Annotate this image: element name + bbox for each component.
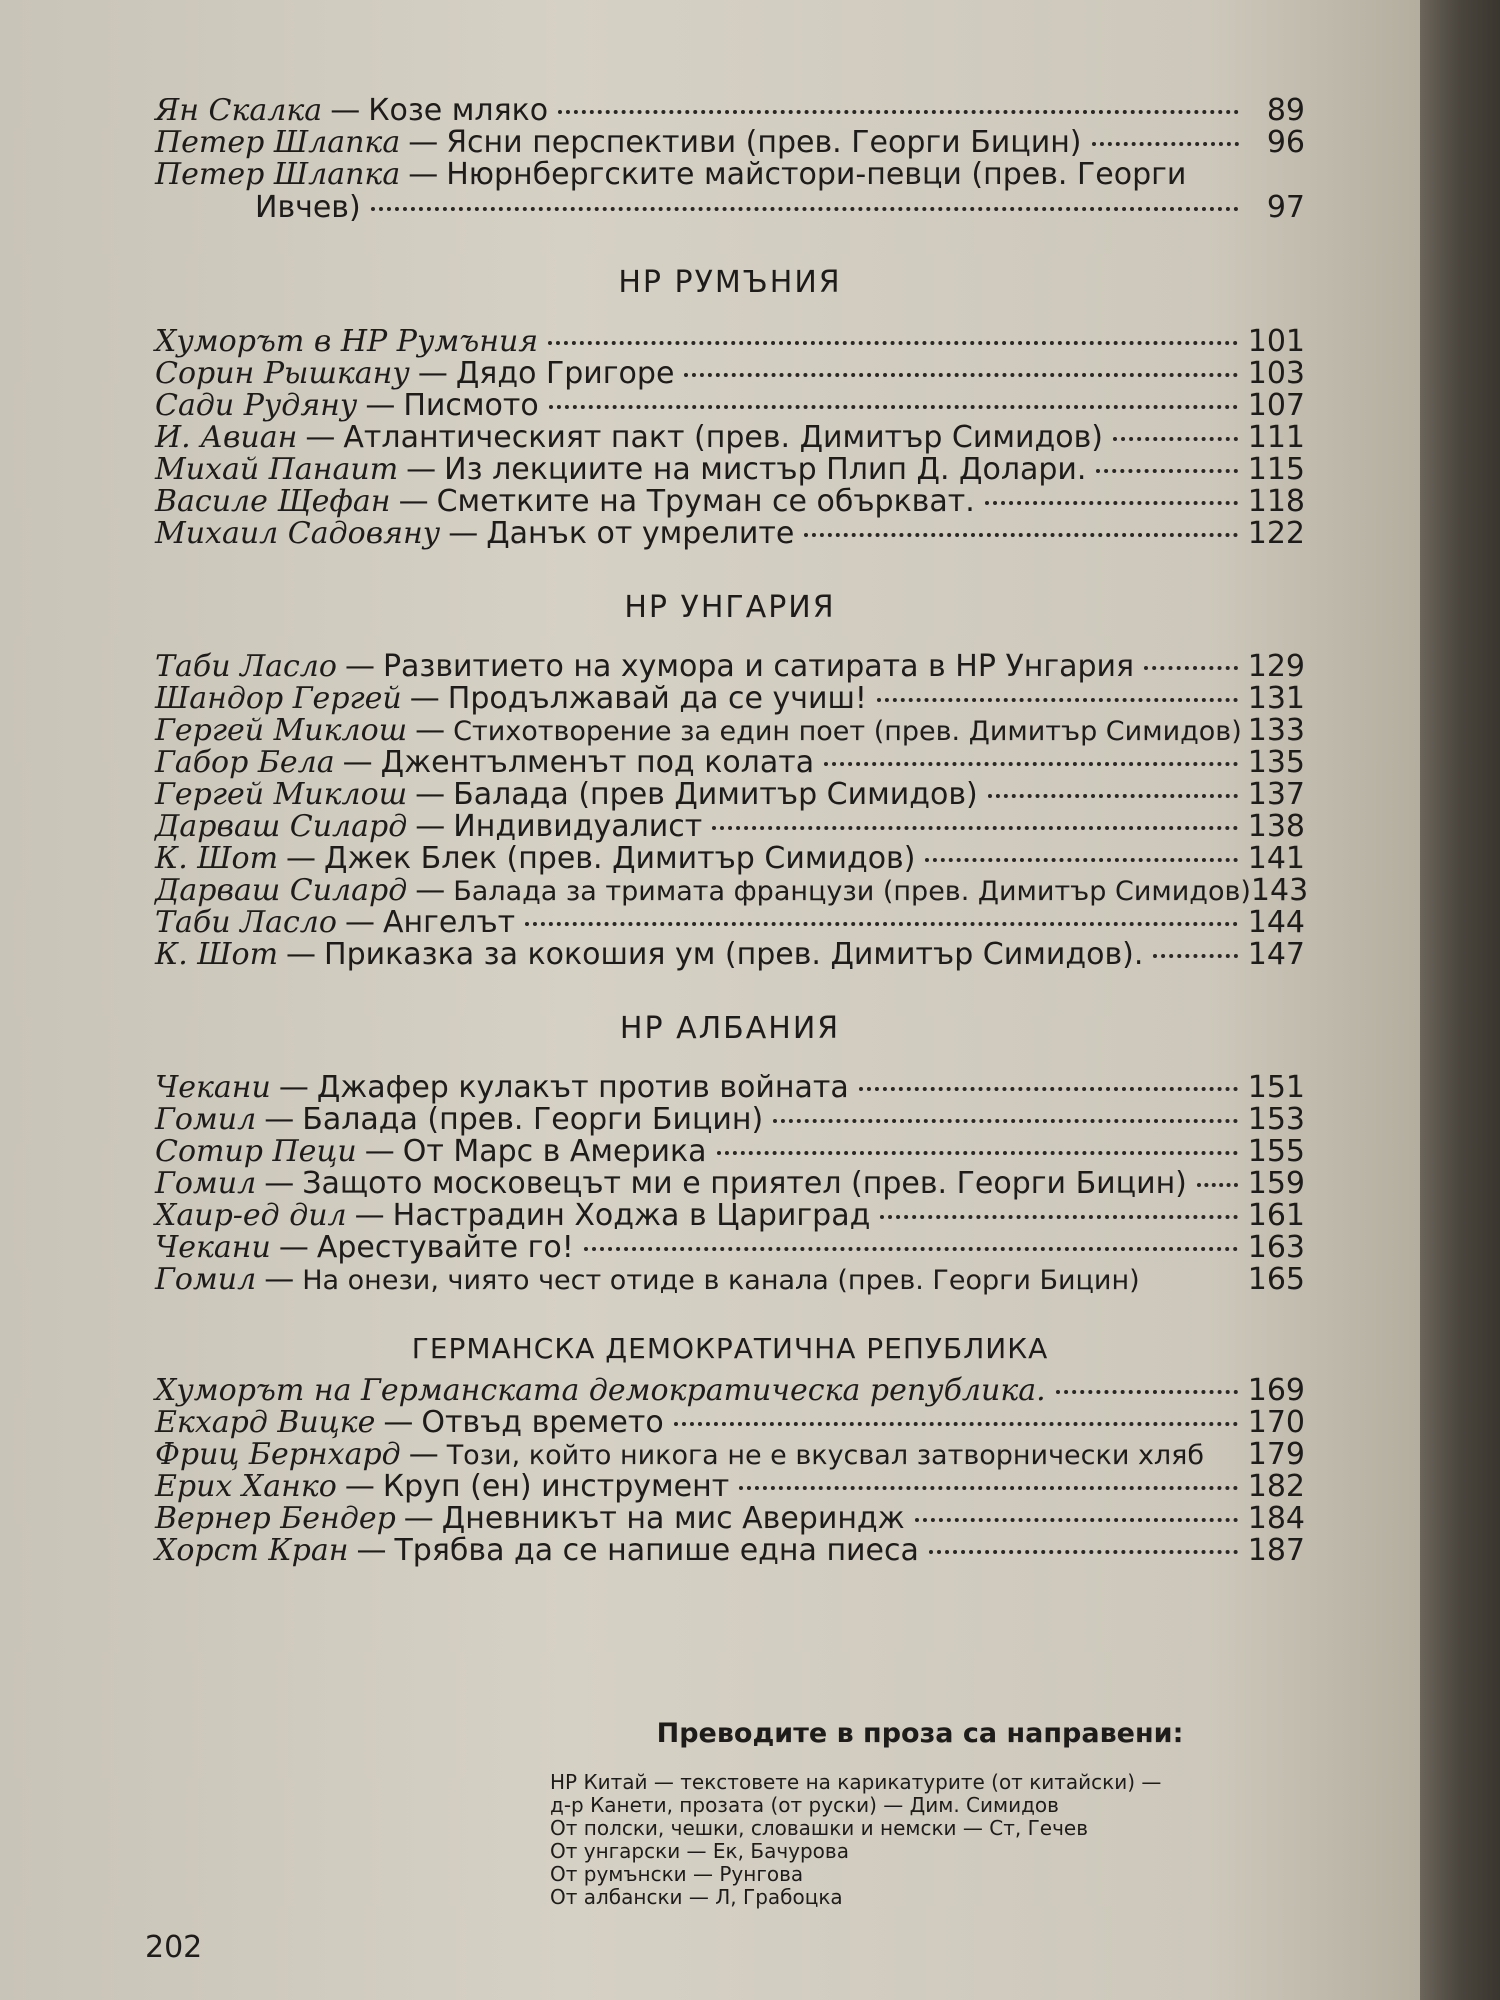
toc-section-czech [155, 95, 1305, 225]
section-heading-albania: НР АЛБАНИЯ [619, 1011, 841, 1046]
toc-entry [155, 1471, 1305, 1503]
toc-entry [155, 518, 1305, 550]
toc-entry [155, 159, 1305, 191]
toc-entry [155, 127, 1305, 159]
entry-author: Михаил Садовяну [155, 516, 441, 551]
toc-entry [155, 486, 1305, 518]
entry-title: На онези, чиято чест отиде в канала (прев. Георги Бицин) [302, 1265, 1140, 1296]
entry-author: Хуморът в НР Румъния [155, 324, 539, 359]
entry-dash: — [278, 1230, 309, 1265]
entry-page: 115 [1247, 452, 1305, 487]
entry-title: Приказка за кокошия ум (прев. Димитър Симидов). [324, 937, 1144, 972]
entry-title: От Марс в Америка [402, 1134, 707, 1169]
entry-author: Гомил [155, 1166, 257, 1201]
entry-page: 141 [1247, 841, 1305, 876]
entry-author: Фриц Бернхард [155, 1437, 401, 1472]
entry-page: 182 [1247, 1469, 1305, 1504]
entry-author: Хуморът на Германската демократическа република. [155, 1373, 1046, 1408]
entry-title: Балада (прев Димитър Симидов) [453, 777, 978, 812]
entry-author: Таби Ласло [155, 905, 337, 940]
leader-dots [804, 533, 1237, 537]
entry-title: Сметките на Труман се объркват. [436, 484, 975, 519]
entry-dash: — [408, 1437, 439, 1472]
leader-dots [684, 373, 1237, 377]
entry-author: Дарваш Силард [155, 873, 408, 908]
leader-dots [1197, 1183, 1238, 1187]
entry-author: Хаир-ед дил [155, 1198, 347, 1233]
entry-dash: — [264, 1102, 295, 1137]
entry-title: Развитието на хумора и сатирата в НР Унгария [382, 649, 1135, 684]
entry-page: 101 [1247, 324, 1305, 359]
translations-note [550, 1718, 1250, 1909]
entry-author: К. Шот [155, 841, 279, 876]
toc-entry [155, 95, 1305, 127]
entry-page: 122 [1247, 516, 1305, 551]
leader-dots [1144, 666, 1238, 670]
entry-title: Настрадин Ходжа в Цариград [392, 1198, 871, 1233]
entry-title: Ясни перспективи (прев. Георги Бицин) [446, 125, 1082, 160]
entry-page: 135 [1247, 745, 1305, 780]
translations-line: От полски, чешки, словашки и немски — Ст, Гечев [550, 1816, 1088, 1840]
entry-dash: — [278, 1070, 309, 1105]
entry-dash: — [408, 157, 439, 192]
entry-title: Ангелът [382, 905, 516, 940]
entry-page: 111 [1247, 420, 1305, 455]
leader-dots [717, 1151, 1238, 1155]
entry-dash: — [354, 1198, 385, 1233]
entry-page: 163 [1247, 1230, 1305, 1265]
toc-entry [155, 1535, 1305, 1567]
entry-author: Таби Ласло [155, 649, 337, 684]
leader-dots [525, 922, 1238, 926]
leader-dots [988, 794, 1238, 798]
entry-author: Чекани [155, 1230, 271, 1265]
entry-title: Джек Блек (прев. Димитър Симидов) [324, 841, 916, 876]
entry-author: Хорст Кран [155, 1533, 349, 1568]
entry-page: 129 [1247, 649, 1305, 684]
entry-title: Отвъд времето [421, 1405, 664, 1440]
entry-title: Балада (прев. Георги Бицин) [302, 1102, 764, 1137]
entry-page: 137 [1247, 777, 1305, 812]
entry-title: Нюрнбергските майстори-певци (прев. Георги [446, 157, 1187, 192]
leader-dots [1113, 437, 1238, 441]
toc-entry [155, 1200, 1305, 1232]
toc-entry [155, 715, 1305, 747]
entry-dash: — [264, 1166, 295, 1201]
entry-dash: — [365, 388, 396, 423]
entry-title: Данък от умрелите [486, 516, 795, 551]
toc-entry [155, 390, 1305, 422]
entry-dash: — [409, 681, 440, 716]
entry-title: Джафер кулакът против войната [316, 1070, 849, 1105]
entry-page: 153 [1247, 1102, 1305, 1137]
book-spine-shadow [1420, 0, 1500, 2000]
entry-dash: — [264, 1262, 295, 1297]
entry-author: Михай Панаит [155, 452, 399, 487]
entry-page: 165 [1247, 1262, 1305, 1297]
leader-dots [584, 1247, 1238, 1251]
entry-page: 143 [1250, 873, 1309, 908]
toc-entry [155, 1264, 1305, 1296]
entry-dash: — [344, 649, 375, 684]
entry-title: Круп (ен) инструмент [382, 1469, 730, 1504]
entry-title: Джентълменът под колата [380, 745, 815, 780]
leader-dots [549, 405, 1238, 409]
entry-page: 155 [1247, 1134, 1305, 1169]
leader-dots [877, 698, 1238, 702]
entry-title-continuation: Ивчев) [255, 190, 361, 225]
page-number: 202 [145, 1930, 203, 1965]
entry-dash: — [415, 713, 446, 748]
leader-dots [674, 1422, 1238, 1426]
entry-page: 159 [1247, 1166, 1305, 1201]
entry-title: Из лекциите на мистър Плип Д. Долари. [444, 452, 1087, 487]
entry-dash: — [415, 777, 446, 812]
toc-entry [155, 454, 1305, 486]
entry-page: 97 [1266, 190, 1305, 225]
translations-line: д-р Канети, прозата (от руски) — Дим. Симидов [550, 1793, 1059, 1817]
toc-entry [155, 747, 1305, 779]
entry-author: Шандор Гергей [155, 681, 402, 716]
leader-dots [712, 826, 1237, 830]
toc-entry [155, 651, 1305, 683]
entry-dash: — [448, 516, 479, 551]
entry-page: 170 [1247, 1405, 1305, 1440]
entry-dash: — [305, 420, 336, 455]
entry-page: 138 [1247, 809, 1305, 844]
entry-page: 133 [1247, 713, 1305, 748]
leader-dots [1092, 142, 1239, 146]
toc-entry [155, 1104, 1305, 1136]
entry-title: Козе мляко [368, 93, 549, 128]
entry-title: Атлантическият пакт (прев. Димитър Симидов) [343, 420, 1103, 455]
entry-page: 187 [1247, 1533, 1305, 1568]
toc-section-hungary [155, 649, 1309, 972]
entry-page: 161 [1247, 1198, 1305, 1233]
entry-title: Балада за тримата французи (прев. Димитър Симидов) [453, 876, 1251, 907]
entry-page: 103 [1247, 356, 1305, 391]
leader-dots [773, 1119, 1237, 1123]
toc-entry [155, 843, 1305, 875]
entry-page: 184 [1247, 1501, 1305, 1536]
table-of-contents [155, 93, 1309, 1568]
entry-page: 118 [1247, 484, 1305, 519]
entry-author: Вернер Бендер [155, 1501, 396, 1536]
toc-entry-continuation [155, 191, 1305, 225]
entry-dash: — [417, 356, 448, 391]
leader-dots [915, 1518, 1238, 1522]
entry-title: Продължавай да се учиш! [447, 681, 867, 716]
entry-dash: — [364, 1134, 395, 1169]
entry-title: Трябва да се напише една пиеса [394, 1533, 919, 1568]
toc-entry [155, 1168, 1305, 1200]
entry-dash: — [356, 1533, 387, 1568]
entry-author: Гергей Миклош [155, 777, 408, 812]
entry-author: Петер Шлапка [155, 157, 401, 192]
entry-author: Ян Скалка [155, 93, 323, 128]
entry-author: Петер Шлапка [155, 125, 401, 160]
entry-author: Чекани [155, 1070, 271, 1105]
translations-line: От унгарски — Ек, Бачурова [550, 1839, 849, 1863]
leader-dots [739, 1486, 1238, 1490]
toc-entry [155, 683, 1305, 715]
entry-dash: — [406, 452, 437, 487]
entry-dash: — [344, 905, 375, 940]
toc-entry [155, 1407, 1305, 1439]
entry-title: Писмото [403, 388, 539, 423]
entry-title: Арестувайте го! [316, 1230, 574, 1265]
entry-page: 144 [1247, 905, 1305, 940]
section-heading-hungary: НР УНГАРИЯ [624, 590, 836, 625]
leader-dots [985, 501, 1238, 505]
leader-dots [929, 1550, 1238, 1554]
entry-page: 147 [1247, 937, 1305, 972]
toc-entry [155, 779, 1305, 811]
leader-dots [880, 1215, 1237, 1219]
toc-entry [155, 939, 1305, 971]
toc-entry [155, 1503, 1305, 1535]
entry-page: 179 [1247, 1437, 1305, 1472]
entry-dash: — [286, 937, 317, 972]
toc-entry [155, 422, 1305, 454]
entry-title: Дядо Григоре [455, 356, 675, 391]
entry-page: 151 [1247, 1070, 1305, 1105]
entry-author: Сади Рудяну [155, 388, 358, 423]
toc-entry [155, 1232, 1305, 1264]
entry-author: Габор Бела [155, 745, 335, 780]
toc-entry [155, 1375, 1305, 1407]
entry-author: Гергей Миклош [155, 713, 408, 748]
entry-author: Екхард Вицке [155, 1405, 376, 1440]
toc-entry [155, 326, 1305, 358]
entry-author: Ерих Ханко [155, 1469, 337, 1504]
entry-dash: — [383, 1405, 414, 1440]
entry-dash: — [415, 809, 446, 844]
leader-dots [1096, 469, 1237, 473]
entry-author: Дарваш Силард [155, 809, 408, 844]
leader-dots [1153, 954, 1237, 958]
toc-entry [155, 1136, 1305, 1168]
entry-page: 169 [1247, 1373, 1305, 1408]
entry-author: К. Шот [155, 937, 279, 972]
entry-title: Защото московецът ми е приятел (прев. Георги Бицин) [302, 1166, 1187, 1201]
section-heading-romania: НР РУМЪНИЯ [618, 265, 842, 300]
entry-dash: — [398, 484, 429, 519]
translations-line: От албански — Л, Грабоцка [550, 1885, 843, 1909]
entry-page: 96 [1266, 125, 1305, 160]
leader-dots [558, 110, 1239, 114]
toc-entry [155, 907, 1305, 939]
toc-entry [155, 1072, 1305, 1104]
entry-author: Гомил [155, 1262, 257, 1297]
entry-title: Индивидуалист [453, 809, 703, 844]
toc-entry [155, 1439, 1305, 1471]
entry-dash: — [344, 1469, 375, 1504]
toc-section-albania [155, 1072, 1305, 1296]
entry-dash: — [342, 745, 373, 780]
entry-dash: — [415, 873, 446, 908]
leader-dots [548, 341, 1238, 345]
entry-dash: — [330, 93, 361, 128]
translations-line: От румънски — Рунгова [550, 1862, 804, 1886]
toc-entry [155, 873, 1309, 908]
entry-page: 89 [1266, 93, 1305, 128]
entry-dash: — [286, 841, 317, 876]
entry-author: Гомил [155, 1102, 257, 1137]
entry-dash: — [403, 1501, 434, 1536]
toc-entry [155, 811, 1305, 843]
entry-author: И. Авиан [155, 420, 298, 455]
toc-entry [155, 358, 1305, 390]
leader-dots [1056, 1390, 1238, 1394]
section-heading-gdr: ГЕРМАНСКА ДЕМОКРАТИЧНА РЕПУБЛИКА [411, 1332, 1049, 1365]
entry-author: Сорин Рышкану [155, 356, 410, 391]
entry-dash: — [408, 125, 439, 160]
entry-author: Сотир Пеци [155, 1134, 357, 1169]
translations-heading: Преводите в проза са направени: [656, 1718, 1184, 1749]
entry-page: 107 [1247, 388, 1305, 423]
entry-author: Василе Щефан [155, 484, 391, 519]
entry-page: 131 [1247, 681, 1305, 716]
translations-line: НР Китай — текстовете на карикатурите (от китайски) — [550, 1770, 1162, 1794]
toc-section-romania [155, 326, 1305, 550]
entry-title: Стихотворение за един поет (прев. Димитър Симидов) [453, 716, 1242, 747]
entry-title: Този, който никога не е вкусвал затворнически хляб [446, 1440, 1205, 1471]
leader-dots [371, 207, 1239, 211]
toc-section-gdr [155, 1375, 1305, 1567]
leader-dots [824, 762, 1238, 766]
leader-dots [859, 1087, 1238, 1091]
leader-dots [925, 858, 1237, 862]
entry-title: Дневникът на мис Авериндж [441, 1501, 905, 1536]
